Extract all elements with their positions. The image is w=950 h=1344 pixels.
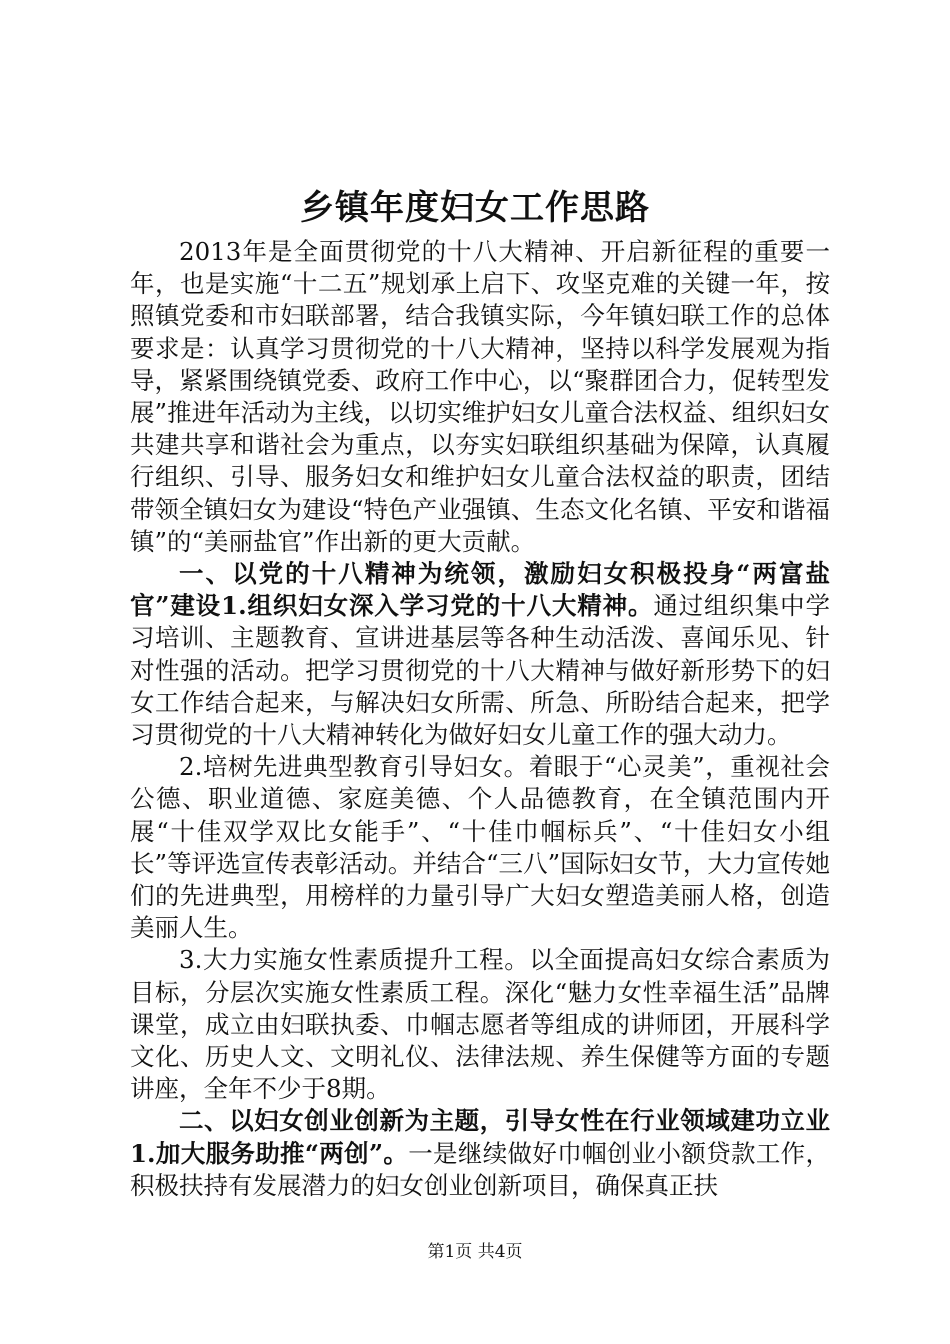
paragraph-item-2: [130, 751, 830, 944]
page-number: 第1页 共4页: [427, 1242, 523, 1262]
document-body: [130, 236, 830, 1202]
paragraph-text: 2.培树先进典型教育引导妇女。着眼于“心灵美”，重视社会公德、职业道德、家庭美德、个人品德教育，在全镇范围内开展“十佳双学双比女能手”、“十佳巾帼标兵”、“十佳妇女小组长”等评选宣传表彰活动。并结合“三八”国际妇女节，大力宣传她们的先进典型，用榜样的力量引导广大妇女塑造美丽人格，创造美丽人生。: [130, 752, 830, 943]
paragraph-item-3: [130, 944, 830, 1105]
paragraph-section-1: [130, 558, 830, 751]
paragraph-section-2: [130, 1105, 830, 1202]
paragraph-intro: [130, 236, 830, 558]
document-title: 乡镇年度妇女工作思路: [300, 188, 650, 228]
section-heading: 一、以党的十八精神为统领，激励妇女积极投身“两富盐官”建设1.组织妇女深入学习党的十八大精神。: [130, 559, 830, 621]
paragraph-text: 2013年是全面贯彻党的十八大精神、开启新征程的重要一年，也是实施“十二五”规划承上启下、攻坚克难的关键一年，按照镇党委和市妇联部署，结合我镇实际，今年镇妇联工作的总体要求是：认真学习贯彻党的十八大精神，坚持以科学发展观为指导，紧紧围绕镇党委、政府工作中心，以“聚群团合力，促转型发展”推进年活动为主线，以切实维护妇女儿童合法权益、组织妇女共建共享和谐社会为重点，以夯实妇联组织基础为保障，认真履行组织、引导、服务妇女和维护妇女儿童合法权益的职责，团结带领全镇妇女为建设“特色产业强镇、生态文化名镇、平安和谐福镇”的“美丽盐官”作出新的更大贡献。: [130, 237, 830, 556]
section-heading: 二、以妇女创业创新为主题，引导女性在行业领域建功立业1.加大服务助推“两创”。: [130, 1106, 830, 1168]
paragraph-text: 一是继续做好巾帼创业小额贷款工作，积极扶持有发展潜力的妇女创业创新项目，确保真正扶: [130, 1138, 830, 1200]
paragraph-text: 通过组织集中学习培训、主题教育、宣讲进基层等各种生动活泼、喜闻乐见、针对性强的活动。把学习贯彻党的十八大精神与做好新形势下的妇女工作结合起来，与解决妇女所需、所急、所盼结合起来，把学习贯彻党的十八大精神转化为做好妇女儿童工作的强大动力。: [130, 591, 830, 750]
paragraph-text: 3.大力实施女性素质提升工程。以全面提高妇女综合素质为目标，分层次实施女性素质工程。深化“魅力女性幸福生活”品牌课堂，成立由妇联执委、巾帼志愿者等组成的讲师团，开展科学文化、历史人文、文明礼仪、法律法规、养生保健等方面的专题讲座，全年不少于8期。: [130, 945, 830, 1104]
page-footer: [0, 1240, 950, 1264]
